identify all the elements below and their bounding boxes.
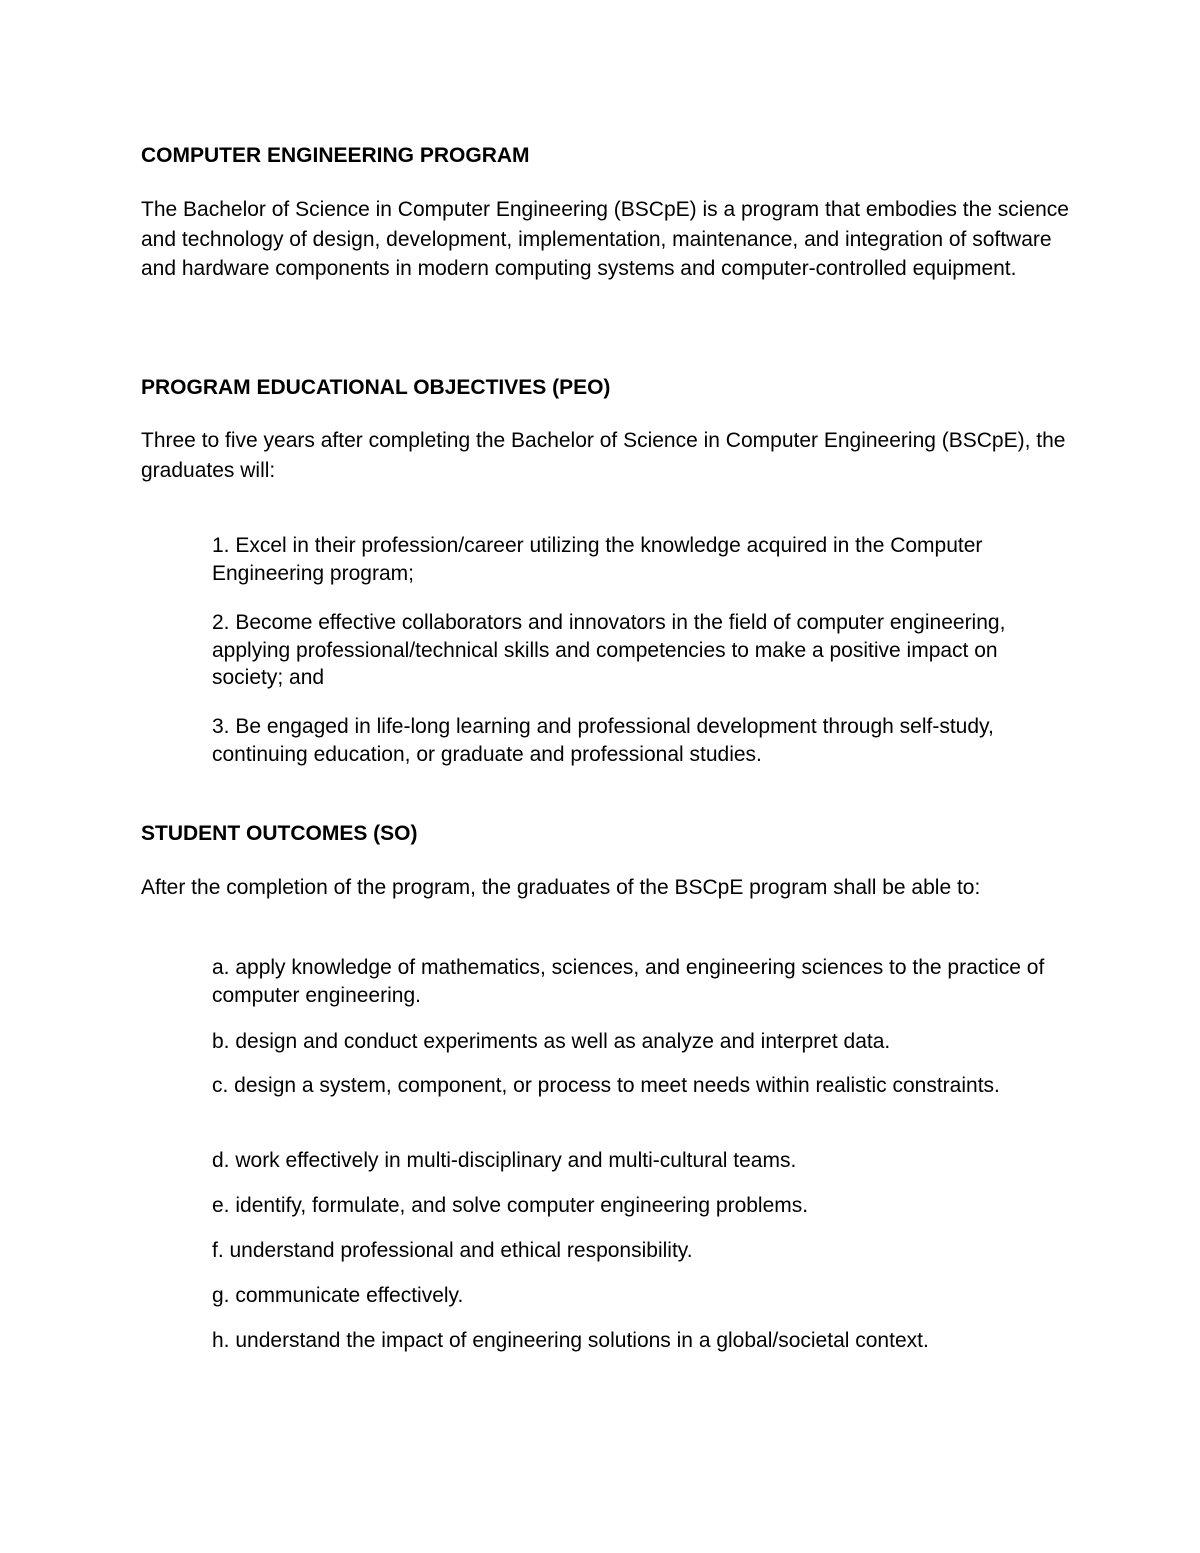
peo-title: PROGRAM EDUCATIONAL OBJECTIVES (PEO) [141, 376, 611, 399]
program-title: COMPUTER ENGINEERING PROGRAM [141, 144, 530, 167]
so-item-g: g. communicate effectively. [212, 1284, 464, 1307]
so-item-d: d. work effectively in multi-disciplinary and multi-cultural teams. [212, 1149, 797, 1172]
so-item-e: e. identify, formulate, and solve computer engineering problems. [212, 1194, 809, 1217]
so-item-a: a. apply knowledge of mathematics, sciences, and engineering sciences to the practice of computer engineering. [212, 956, 1045, 1007]
so-intro: After the completion of the program, the graduates of the BSCpE program shall be able to: [141, 876, 981, 899]
peo-item-3: 3. Be engaged in life-long learning and professional development through self-study, continuing education, or graduate and professional studies. [212, 715, 994, 766]
so-item-c: c. design a system, component, or process to meet needs within realistic constraints. [212, 1074, 1000, 1097]
peo-intro: Three to five years after completing the Bachelor of Science in Computer Engineering (BSCpE), the graduates will: [141, 429, 1066, 482]
so-title: STUDENT OUTCOMES (SO) [141, 822, 418, 845]
peo-item-1: 1. Excel in their profession/career utilizing the knowledge acquired in the Computer Engineering program; [212, 534, 983, 585]
program-description: The Bachelor of Science in Computer Engineering (BSCpE) is a program that embodies the science and technology of design, development, implementation, maintenance, and integration of software and hardware components in modern computing systems and computer-controlled equipment. [141, 198, 1069, 280]
peo-item-2: 2. Become effective collaborators and innovators in the field of computer engineering, applying professional/technical skills and competencies to make a positive impact on society; and [212, 611, 1006, 689]
so-item-b: b. design and conduct experiments as well as analyze and interpret data. [212, 1030, 891, 1053]
so-item-f: f. understand professional and ethical responsibility. [212, 1239, 693, 1262]
so-item-h: h. understand the impact of engineering solutions in a global/societal context. [212, 1329, 929, 1352]
